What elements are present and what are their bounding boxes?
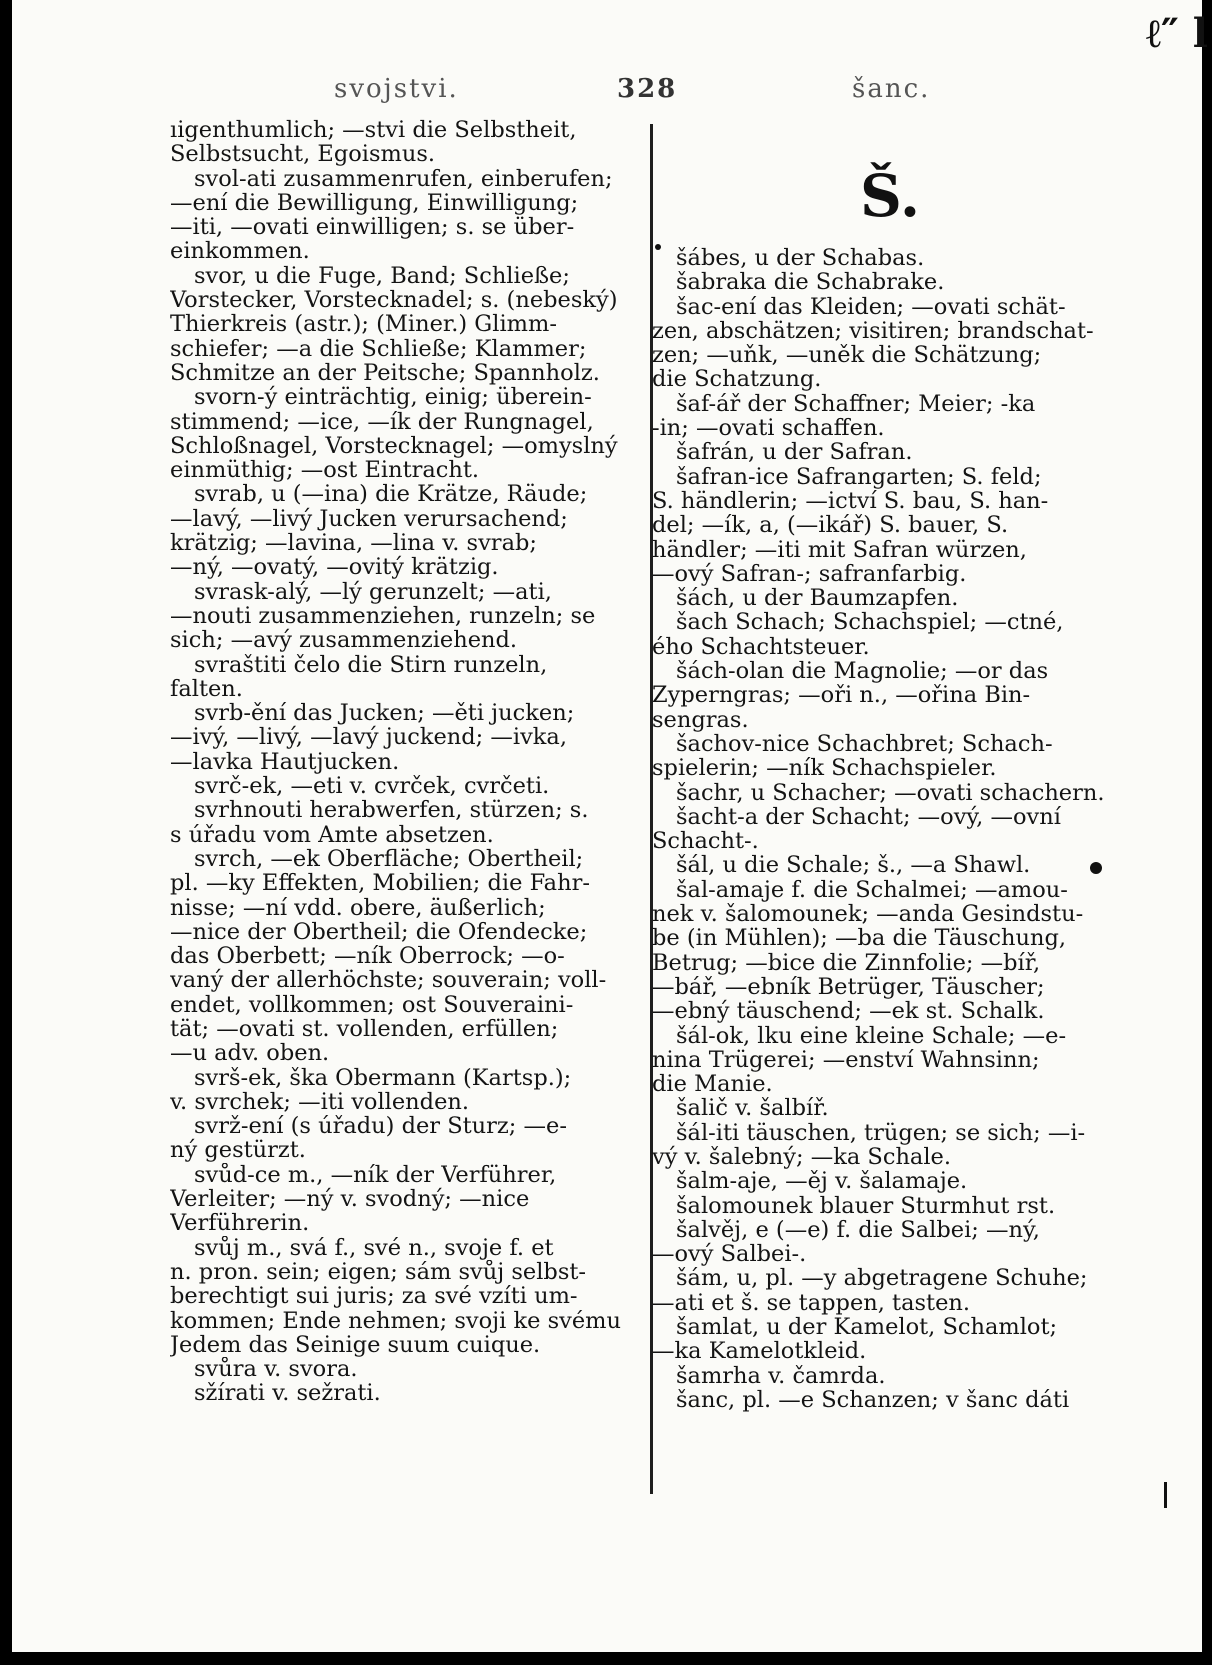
text-line: berechtigt sui juris; za své vzíti um- [170,1284,578,1309]
text-line: šách, u der Baumzapfen. [676,586,959,611]
text-line: nek v. šalomounek; —anda Gesindstu- [652,902,1084,927]
text-line: Schacht-. [652,829,759,854]
text-line: einkommen. [170,239,310,264]
text-line: Selbstsucht, Egoismus. [170,142,436,167]
text-line: svorn-ý einträchtig, einig; überein- [194,385,592,410]
text-line: šacht-a der Schacht; —ový, —ovní [676,804,1061,830]
text-line: Thierkreis (astr.); (Miner.) Glimm- [170,312,557,337]
text-line: zen, abschätzen; visitiren; brandschat- [652,318,1094,344]
text-line: šach Schach; Schachspiel; —ctné, [676,610,1064,635]
text-line: die Schatzung. [652,367,822,392]
text-line: —ový Salbei-. [652,1242,807,1267]
text-line: del; —ík, a, (—ikář) S. bauer, S. [652,513,1009,538]
text-line: kommen; Ende nehmen; svoji ke svému [170,1308,621,1333]
text-line: svrž-ení (s úřadu) der Sturz; —e- [194,1114,567,1139]
text-line: Schmitze an der Peitsche; Spannholz. [170,360,600,386]
right-column [652,246,1122,1412]
text-line: vaný der allerhöchste; souverain; voll- [170,968,607,993]
text-line: sengras. [652,707,749,732]
text-line: Jedem das Seinige suum cuique. [170,1332,541,1358]
text-line: —bář, —ebník Betrüger, Täuscher; [652,974,1045,1000]
text-line: svrb-ění das Jucken; —ěti jucken; [194,701,575,726]
text-line: sich; —avý zusammenziehend. [170,628,518,653]
text-line: Verführerin. [170,1211,310,1236]
text-line: falten. [170,676,243,702]
text-line: krätzig; —lavina, —lina v. svrab; [170,531,537,556]
text-line: šamrha v. čamrda. [676,1363,886,1388]
text-line: sžírati v. sežrati. [194,1381,381,1406]
text-line: spielerin; —ník Schachspieler. [652,756,997,781]
text-line: Verleiter; —ný v. svodný; —nice [170,1187,530,1212]
text-line: v. svrchek; —iti vollenden. [170,1089,470,1115]
text-line: —nice der Obertheil; die Ofendecke; [170,919,588,945]
text-line: svraštiti čelo die Stirn runzeln, [194,652,548,677]
text-line: n. pron. sein; eigen; sám svůj selbst- [170,1259,587,1285]
text-line: šamlat, u der Kamelot, Schamlot; [676,1315,1058,1340]
text-line: svrask-alý, —lý gerunzelt; —ati, [194,579,552,604]
text-line: šál, u die Schale; š., —a Shawl. [676,853,1031,878]
text-line: šal-amaje f. die Schalmei; —amou- [676,877,1068,903]
text-line: —lavka Hautjucken. [170,749,400,775]
text-line: einmüthig; —ost Eintracht. [170,458,480,483]
text-line: šabraka die Schabrake. [676,270,945,295]
text-line: —ebný täuschend; —ek st. Schalk. [652,999,1045,1024]
text-line: šachr, u Schacher; —ovati schachern. [676,780,1105,805]
text-line: —lavý, —livý Jucken verursachend; [170,506,568,532]
text-line: šaf-ář der Schaffner; Meier; -ka [676,391,1036,417]
text-line: svrhnouti herabwerfen, stürzen; s. [194,798,589,823]
text-line: zen; —uňk, —uněk die Schätzung; [652,343,1042,368]
text-line: ıigenthumlich; —stvi die Selbstheit, [170,118,577,143]
text-line: —nouti zusammenziehen, runzeln; se [170,603,596,629]
text-line: —ový Safran-; safranfarbig. [652,561,967,587]
text-line: —iti, —ovati einwilligen; s. se über- [170,215,575,240]
text-line: ný gestürzt. [170,1138,306,1163]
text-line: svůra v. svora. [194,1357,358,1382]
text-line: šál-iti täuschen, trügen; se sich; —i- [676,1120,1086,1145]
running-head-right: šanc. [852,74,931,104]
text-line: tät; —ovati st. vollenden, erfüllen; [170,1016,559,1042]
ink-dot [1090,862,1102,874]
scanned-page [12,0,1202,1652]
text-line: ého Schachtsteuer. [652,634,870,660]
text-line: —ný, —ovatý, —ovitý krätzig. [170,555,499,580]
ink-dot [655,244,661,250]
text-line: šachov-nice Schachbret; Schach- [676,731,1053,757]
text-line: —ati et š. se tappen, tasten. [652,1290,971,1316]
page-number: 328 [617,74,678,104]
text-line: šalomounek blauer Sturmhut rst. [676,1193,1056,1218]
text-line: šách-olan die Magnolie; —or das [676,659,1049,684]
text-line: Schloßnagel, Vorstecknagel; —omyslný [170,433,618,459]
text-line: šalvěj, e (—e) f. die Salbei; —ný, [676,1217,1040,1243]
text-line: be (in Mühlen); —ba die Täuschung, [652,926,1066,951]
text-line: Betrug; —bice die Zinnfolie; —bíř, [652,950,1041,975]
text-line: Vorstecker, Vorstecknadel; s. (nebeský) [170,288,618,313]
text-line: svůd-ce m., —ník der Verführer, [194,1162,557,1188]
text-line: —u adv. oben. [170,1041,330,1066]
text-line: -in; —ovati schaffen. [652,416,885,441]
text-line: vý v. šalebný; —ka Schale. [652,1144,952,1170]
text-line: šalm-aje, —ěj v. šalamaje. [676,1169,968,1194]
text-line: svrab, u (—ina) die Krätze, Räude; [194,482,588,507]
text-line: šám, u, pl. —y abgetragene Schuhe; [676,1266,1088,1291]
text-line: schiefer; —a die Schließe; Klammer; [170,336,587,361]
running-head-left: svojstvi. [334,74,459,104]
text-line: šanc, pl. —e Schanzen; v šanc dáti [676,1387,1070,1413]
text-line: svor, u die Fuge, Band; Schließe; [194,263,570,289]
text-line: endet, vollkommen; ost Souveraini- [170,992,574,1017]
text-line: —ka Kamelotkleid. [652,1339,867,1364]
text-line: svrč-ek, —eti v. cvrček, cvrčeti. [194,774,550,799]
text-line: šalič v. šalbíř. [676,1096,829,1121]
text-line: —ivý, —livý, —lavý juckend; —ivka, [170,725,568,750]
left-column [170,118,642,1406]
text-line: svůj m., svá f., své n., svoje f. et [194,1235,554,1260]
text-line: händler; —iti mit Safran würzen, [652,537,1027,562]
text-line: šafrán, u der Safran. [676,440,913,465]
text-line: svrch, —ek Oberfläche; Obertheil; [194,846,584,872]
text-line: Zyperngras; —oři n., —ořina Bin- [652,683,1031,708]
text-line: die Manie. [652,1072,773,1097]
text-line: s úřadu vom Amte absetzen. [170,822,494,847]
text-line: stimmend; —ice, —ík der Rungnagel, [170,409,594,434]
text-line: svol-ati zusammenrufen, einberufen; [194,166,613,191]
text-line: das Oberbett; —ník Oberrock; —o- [170,944,565,969]
text-line: šábes, u der Schabas. [676,246,925,271]
text-line: nisse; —ní vdd. obere, äußerlich; [170,895,546,920]
text-line: nina Trügerei; —enství Wahnsinn; [652,1047,1040,1073]
text-line: šafran-ice Safrangarten; S. feld; [676,464,1042,489]
text-line: šál-ok, lku eine kleine Schale; —e- [676,1023,1067,1048]
text-line: S. händlerin; —ictví S. bau, S. han- [652,488,1049,514]
section-letter: Š. [860,162,921,230]
text-line: svrš-ek, ška Obermann (Kartsp.); [194,1065,572,1090]
text-line: —ení die Bewilligung, Einwilligung; [170,190,579,216]
text-line: šac-ení das Kleiden; —ovati schät- [676,294,1066,319]
text-line: pl. —ky Effekten, Mobilien; die Fahr- [170,871,590,896]
ink-dot [1164,1482,1167,1508]
corner-marks: ℓ″ l [1146,10,1208,57]
